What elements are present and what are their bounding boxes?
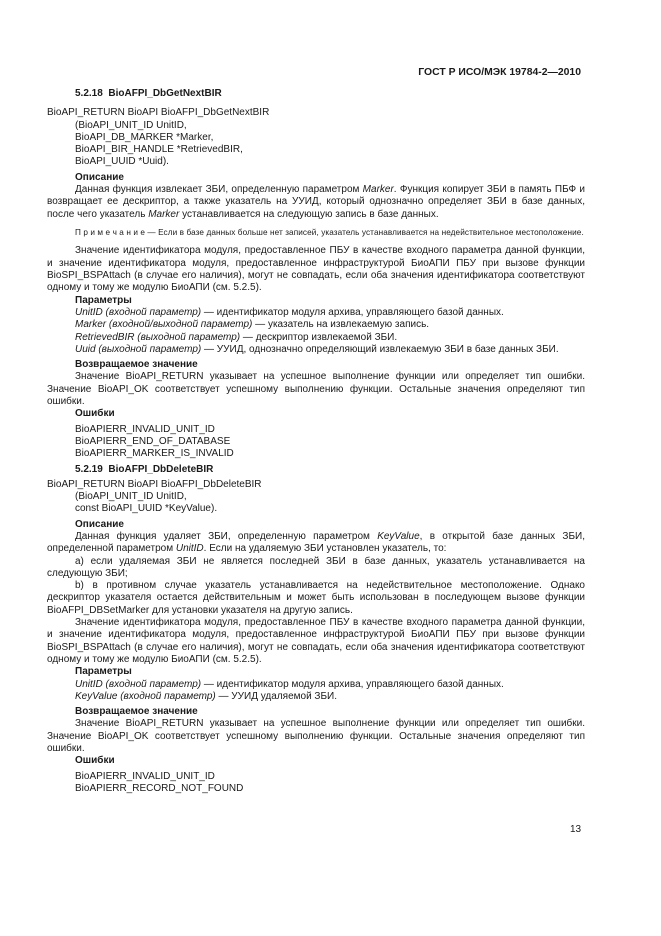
note-text: — Если в базе данных больше нет записей, указатель устанавливается на недействительное местоположение. [145,227,584,237]
signature-line: (BioAPI_UNIT_ID UnitID, [75,119,187,131]
signature-line: BioAPI_BIR_HANDLE *RetrievedBIR, [75,144,243,156]
text: Данная функция извлекает ЗБИ, определенную параметром [75,184,363,196]
param-ref: UnitID [175,543,204,555]
subheading-description: Описание [75,171,124,183]
param-name: RetrievedBIR (выходной параметр) [75,331,241,343]
parameter-item [47,344,585,356]
param-ref: Marker [148,208,180,220]
error-code: BioAPIERR_MARKER_IS_INVALID [75,448,234,460]
text: устанавливается на следующую запись в базе данных. [179,208,439,220]
error-code: BioAPIERR_END_OF_DATABASE [75,435,231,447]
signature-line: BioAPI_UUID *Uuid). [75,156,169,168]
page-number: 13 [570,824,582,835]
parameter-item [47,319,585,331]
document-body [47,88,585,795]
parameter-item [47,691,585,703]
subheading-errors: Ошибки [75,755,115,767]
section-title: BioAFPI_DbDeleteBIR [108,463,214,475]
subheading-parameters: Параметры [75,294,132,306]
param-desc: — УУИД удаляемой ЗБИ. [215,690,337,702]
param-ref: Marker [362,184,394,196]
parameter-item [47,332,585,344]
param-desc: — идентификатор модуля архива, управляющего базой данных. [201,678,504,690]
signature-line: BioAPI_DB_MARKER *Marker, [75,131,214,143]
module-id-paragraph: Значение идентификатора модуля, предоставленное ПБУ в качестве входного параметра данной функции, и значение идентификатора модуля, предоставленное инфраструктурой БиоАПИ ПБУ при вызове функции BioSPI_BSPAttach (в случае его наличия), могут не совпадать, если оба значения идентификатора соответствуют одному и тому же модулю БиоАПИ (см. 5.2.5). [47,617,585,665]
param-name: KeyValue (входной параметр) [75,690,216,702]
parameter-item [47,679,585,691]
description-paragraph [47,184,585,221]
param-ref: KeyValue [377,531,420,542]
text: . Если на удаляемую ЗБИ установлен указатель, то: [203,543,447,555]
subheading-return: Возвращаемое значение [75,706,198,718]
section-title: BioAFPI_DbGetNextBIR [108,88,222,99]
signature-line: BioAPI_RETURN BioAPI BioAFPI_DbGetNextBIR [47,107,270,119]
text: , в открытой базе данных ЗБИ, определенной параметром [47,531,585,555]
return-paragraph: Значение BioAPI_RETURN указывает на успешное выполнение функции или определяет тип ошибки. Значение BioAPI_OK соответствует успешному выполнению функции. Остальные значения определяют тип ошибки. [47,718,585,755]
param-desc: — дескриптор извлекаемой ЗБИ. [240,331,398,343]
return-paragraph: Значение BioAPI_RETURN указывает на успешное выполнение функции или определяет тип ошибки. Значение BioAPI_OK соответствует успешному выполнению функции. Остальные значения определяют тип ошибки. [47,371,585,408]
section-number: 5.2.18 [75,88,103,99]
parameter-item [47,307,585,319]
subheading-errors: Ошибки [75,408,115,420]
subheading-return: Возвращаемое значение [75,359,198,371]
list-item: b) в противном случае указатель устанавливается на недействительное местоположение. Однако дескриптор указателя остается действительным и может быть использован в последующем вызове функции BioAFPI_DBSetMarker для установки указателя на другую запись. [47,580,585,616]
module-id-paragraph: Значение идентификатора модуля, предоставленное ПБУ в качестве входного параметра данной функции, и значение идентификатора модуля, предоставленное инфраструктурой БиоАПИ ПБУ при вызове функции BioSPI_BSPAttach (в случае его наличия), могут не совпадать, если оба значения идентификатора соответствуют одному и тому же модулю БиоАПИ (см. 5.2.5). [47,245,585,294]
signature-line: const BioAPI_UUID *KeyValue). [75,503,218,515]
section-number: 5.2.19 [75,463,103,475]
signature-line: (BioAPI_UNIT_ID UnitID, [75,491,187,503]
section-heading [47,88,585,100]
section-heading [47,464,585,476]
subheading-description: Описание [75,518,124,530]
error-code: BioAPIERR_RECORD_NOT_FOUND [75,782,244,794]
text: Данная функция удаляет ЗБИ, определенную параметром [75,531,378,542]
error-code: BioAPIERR_INVALID_UNIT_ID [75,770,215,782]
subheading-parameters: Параметры [75,666,132,678]
text: . Функция копирует ЗБИ в память ПБФ и возвращает ее дескриптор, а также указатель на УУИД, который однозначно определяет ЗБИ в базе данных, после чего указатель [47,184,585,220]
note-label: П р и м е ч а н и е [75,227,146,237]
page-header: ГОСТ Р ИСО/МЭК 19784-2—2010 [418,67,581,78]
param-desc: — указатель на извлекаемую запись. [252,319,430,331]
param-desc: — идентификатор модуля архива, управляющего базой данных. [201,306,504,318]
param-name: Marker (входной/выходной параметр) [75,319,253,331]
param-name: UnitID (входной параметр) [75,678,202,690]
description-paragraph [47,531,585,556]
param-desc: — УУИД, однозначно определяющий извлекаемую ЗБИ в базе данных ЗБИ. [201,343,559,355]
note-paragraph [47,227,585,239]
signature-line: BioAPI_RETURN BioAPI BioAFPI_DbDeleteBIR [47,478,262,490]
list-item: a) если удаляемая ЗБИ не является последней ЗБИ в базе данных, указатель устанавливается на следующую ЗБИ; [47,555,585,579]
param-name: Uuid (выходной параметр) [75,343,202,355]
param-name: UnitID (входной параметр) [75,306,202,318]
error-code: BioAPIERR_INVALID_UNIT_ID [75,423,215,435]
